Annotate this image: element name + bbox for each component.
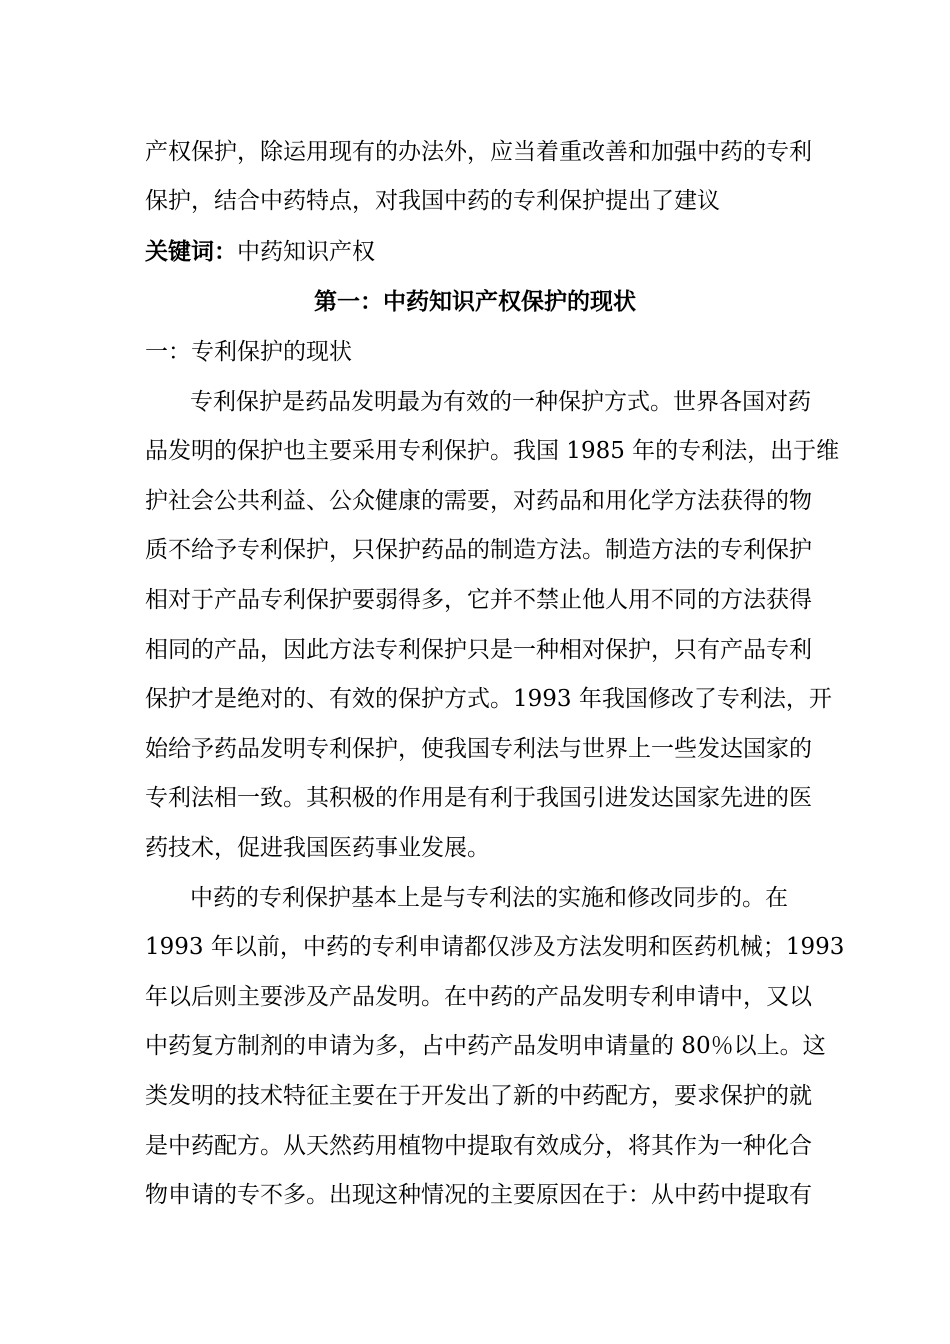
paragraph1-line-10: 药技术，促进我国医药事业发展。 bbox=[145, 835, 490, 861]
keywords-value: 中药知识产权 bbox=[237, 239, 375, 265]
paragraph2-line-3: 年以后则主要涉及产品发明。在中药的产品发明专利申请中，又以 bbox=[145, 984, 812, 1010]
paragraph1-line-2: 品发明的保护也主要采用专利保护。我国 1985 年的专利法，出于维 bbox=[145, 438, 840, 464]
abstract-line-1: 产权保护，除运用现有的办法外，应当着重改善和加强中药的专利 bbox=[145, 139, 812, 165]
paragraph1-line-3: 护社会公共利益、公众健康的需要，对药品和用化学方法获得的物 bbox=[145, 488, 812, 514]
keywords-line bbox=[145, 237, 375, 267]
paragraph2-line-7: 物申请的专不多。出现这种情况的主要原因在于：从中药中提取有 bbox=[145, 1182, 812, 1208]
paragraph2-line-4: 中药复方制剂的申请为多，占中药产品发明申请量的 80％以上。这 bbox=[145, 1033, 826, 1059]
paragraph1-line-4: 质不给予专利保护，只保护药品的制造方法。制造方法的专利保护 bbox=[145, 537, 812, 563]
paragraph1-line-6: 相同的产品，因此方法专利保护只是一种相对保护，只有产品专利 bbox=[145, 637, 812, 663]
paragraph1-line-1: 专利保护是药品发明最为有效的一种保护方式。世界各国对药 bbox=[190, 389, 811, 415]
paragraph2-line-5: 类发明的技术特征主要在于开发出了新的中药配方，要求保护的就 bbox=[145, 1083, 812, 1109]
subsection-title: 一：专利保护的现状 bbox=[145, 339, 352, 365]
abstract-line-2: 保护，结合中药特点，对我国中药的专利保护提出了建议 bbox=[145, 188, 720, 214]
paragraph1-line-7: 保护才是绝对的、有效的保护方式。1993 年我国修改了专利法，开 bbox=[145, 686, 832, 712]
paragraph2-line-6: 是中药配方。从天然药用植物中提取有效成分，将其作为一种化合 bbox=[145, 1133, 812, 1159]
section-title: 第一：中药知识产权保护的现状 bbox=[314, 289, 636, 315]
paragraph2-line-2: 1993 年以前，中药的专利申请都仅涉及方法发明和医药机械；1993 bbox=[145, 934, 845, 960]
paragraph1-line-5: 相对于产品专利保护要弱得多，它并不禁止他人用不同的方法获得 bbox=[145, 587, 812, 613]
paragraph1-line-8: 始给予药品发明专利保护，使我国专利法与世界上一些发达国家的 bbox=[145, 736, 812, 762]
paragraph1-line-9: 专利法相一致。其积极的作用是有利于我国引进发达国家先进的医 bbox=[145, 785, 812, 811]
keywords-label: 关键词： bbox=[145, 239, 237, 265]
paragraph2-line-1: 中药的专利保护基本上是与专利法的实施和修改同步的。在 bbox=[190, 885, 788, 911]
